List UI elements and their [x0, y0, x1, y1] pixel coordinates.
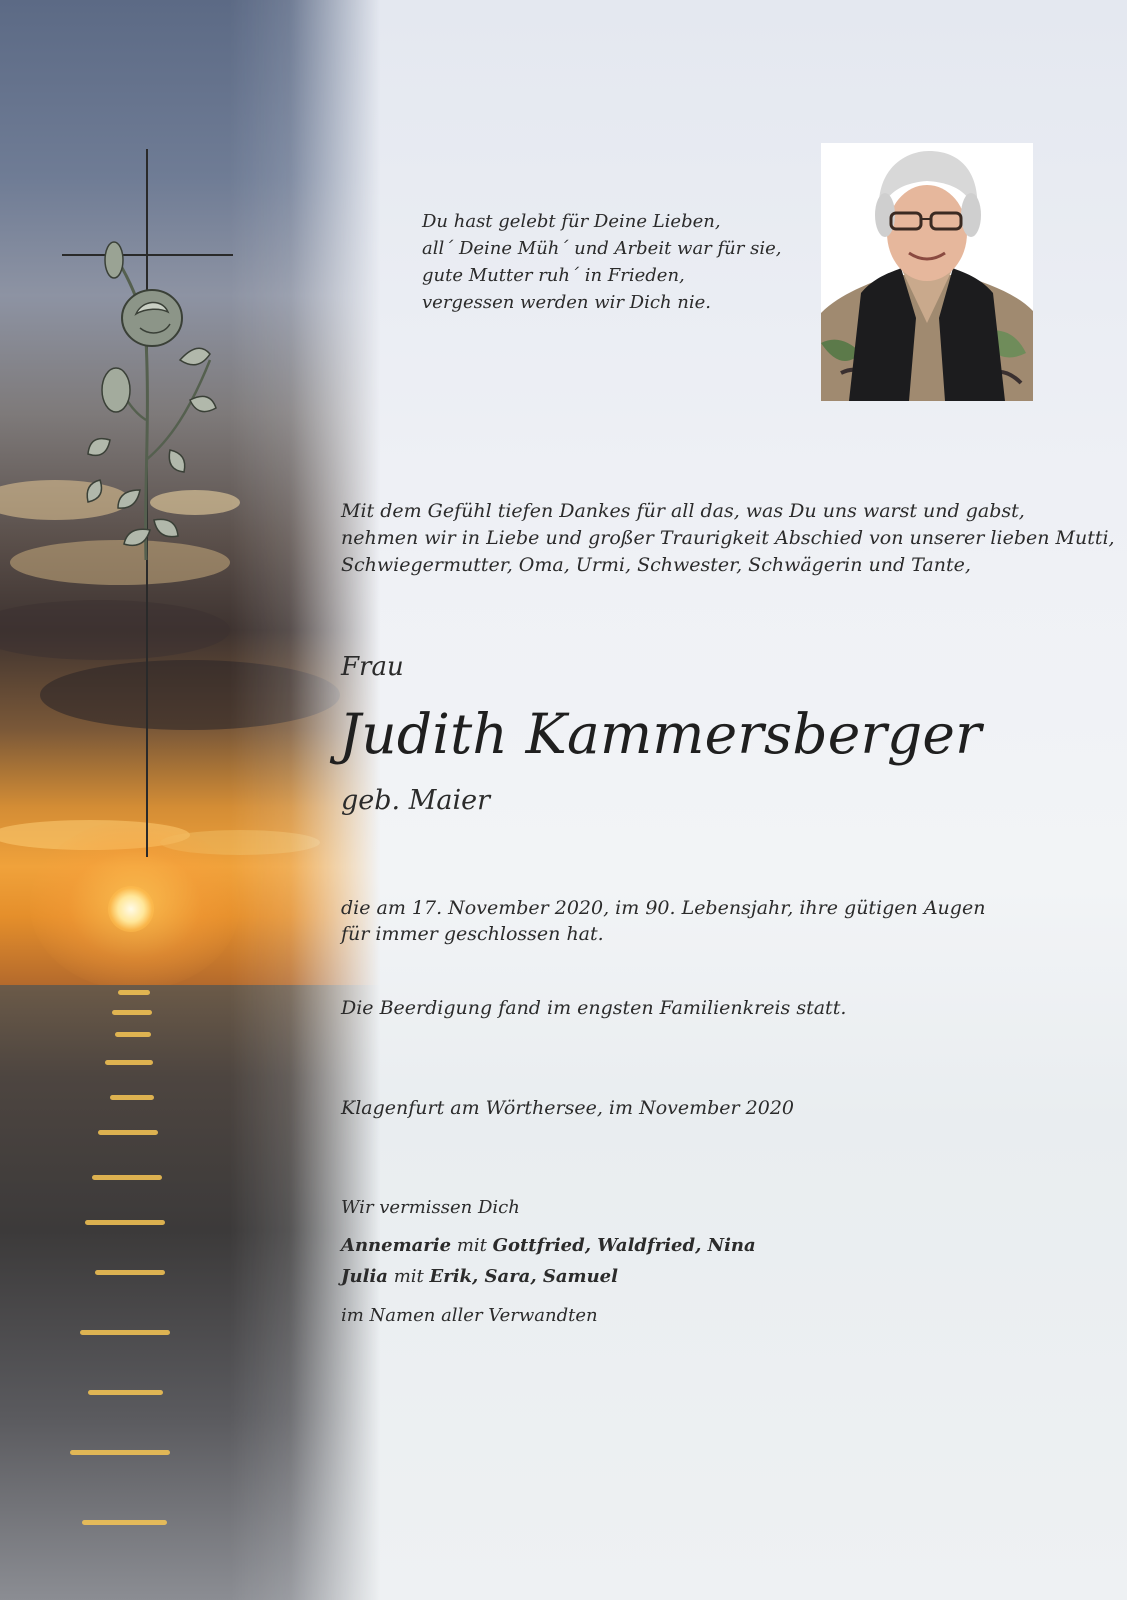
- sun-reflection: [85, 1220, 165, 1225]
- death-line: die am 17. November 2020, im 90. Lebensjahr, ihre gütigen Augen: [341, 897, 986, 919]
- sun-reflection: [105, 1060, 153, 1065]
- birth-name: geb. Maier: [341, 785, 490, 816]
- intro-line: Schwiegermutter, Oma, Urmi, Schwester, Schwägerin und Tante,: [341, 554, 971, 576]
- family-members: Erik, Sara, Samuel: [429, 1266, 618, 1287]
- sun-reflection: [80, 1330, 170, 1335]
- place-date: Klagenfurt am Wörthersee, im November 2020: [341, 1097, 795, 1119]
- family-members: Gottfried, Waldfried, Nina: [492, 1235, 756, 1256]
- sun-reflection: [95, 1270, 165, 1275]
- poem-line: Du hast gelebt für Deine Lieben,: [422, 211, 721, 232]
- sun-reflection: [112, 1010, 152, 1015]
- portrait-photo: [821, 143, 1033, 401]
- poem-line: gute Mutter ruh´ in Frieden,: [422, 265, 685, 286]
- death-line: für immer geschlossen hat.: [341, 923, 604, 945]
- sun-reflection: [70, 1450, 170, 1455]
- family-joiner: mit: [393, 1266, 424, 1287]
- family-line: [341, 1266, 618, 1287]
- family-member: Annemarie: [341, 1235, 452, 1256]
- intro-line: nehmen wir in Liebe und großer Traurigkeit Abschied von unserer lieben Mutti,: [341, 527, 1115, 549]
- deceased-name: Judith Kammersberger: [339, 702, 982, 766]
- farewell-intro: [341, 498, 1115, 579]
- sun-reflection: [88, 1390, 163, 1395]
- family-member: Julia: [341, 1266, 388, 1287]
- intro-line: Mit dem Gefühl tiefen Dankes für all das, was Du uns warst und gabst,: [341, 500, 1025, 522]
- poem-line: vergessen werden wir Dich nie.: [422, 292, 711, 313]
- deceased-title: Frau: [341, 652, 404, 682]
- memorial-poem: [422, 208, 781, 316]
- sun-reflection: [82, 1520, 167, 1525]
- family-joiner: mit: [456, 1235, 487, 1256]
- mourners-closing: im Namen aller Verwandten: [341, 1305, 598, 1326]
- burial-notice: Die Beerdigung fand im engsten Familienkreis statt.: [341, 997, 847, 1019]
- sun-reflection: [92, 1175, 162, 1180]
- sun: [108, 886, 154, 932]
- cloud: [40, 660, 340, 730]
- sun-reflection: [98, 1130, 158, 1135]
- sea: [0, 985, 1127, 1600]
- sun-reflection: [115, 1032, 151, 1037]
- sun-reflection: [118, 990, 150, 995]
- sun-reflection: [110, 1095, 154, 1100]
- poem-line: all´ Deine Müh´ und Arbeit war für sie,: [422, 238, 782, 259]
- death-notice: [341, 895, 985, 947]
- mourners-heading: Wir vermissen Dich: [341, 1197, 520, 1218]
- portrait-image: [821, 143, 1033, 401]
- family-line: [341, 1235, 756, 1256]
- rose-icon: [80, 240, 240, 580]
